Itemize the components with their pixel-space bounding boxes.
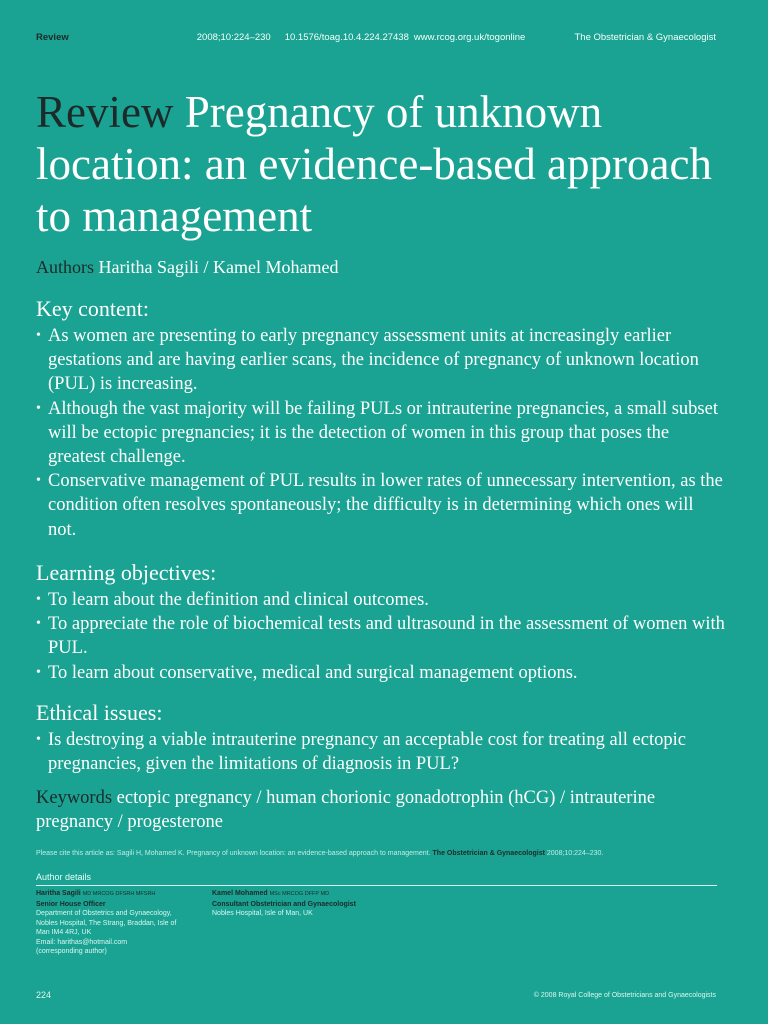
list-item: • To learn about conservative, medical and surgical management options. bbox=[36, 661, 726, 685]
title-label: Review bbox=[36, 87, 174, 137]
header-doi[interactable]: 10.1576/toag.10.4.224.27438 bbox=[284, 32, 409, 43]
header-journal: The Obstetrician & Gynaecologist bbox=[574, 32, 716, 43]
ethical-issues-section bbox=[36, 700, 726, 776]
author-affiliation-line: Nobles Hospital, Isle of Man, UK bbox=[212, 910, 313, 917]
copyright: © 2008 Royal College of Obstetricians and Gynaecologists bbox=[533, 992, 716, 999]
keywords-terms: ectopic pregnancy / human chorionic gonadotrophin (hCG) / intrauterine pregnancy / progesterone bbox=[36, 788, 656, 832]
citation-ref: 2008;10:224–230. bbox=[546, 850, 604, 857]
learning-objectives-heading: Learning objectives: bbox=[36, 560, 217, 585]
ethical-issues-list bbox=[36, 728, 726, 776]
header-section: Review bbox=[36, 32, 69, 43]
divider bbox=[36, 885, 717, 886]
header-url[interactable]: www.rcog.org.uk/togonline bbox=[413, 32, 526, 43]
citation-journal: The Obstetrician & Gynaecologist bbox=[432, 850, 545, 857]
author-name: Kamel Mohamed bbox=[212, 890, 268, 897]
author-role: Senior House Officer bbox=[36, 900, 106, 908]
key-content-heading: Key content: bbox=[36, 296, 150, 321]
list-item: • As women are presenting to early pregnancy assessment units at increasingly earlier gestations and are having earlier scans, the incidence of pregnancy of unknown location (PUL) is increasing. bbox=[36, 324, 726, 397]
page-header bbox=[36, 32, 716, 43]
ethical-issues-heading: Ethical issues: bbox=[36, 700, 163, 725]
page-number: 224 bbox=[36, 990, 52, 1000]
keywords-label: Keywords bbox=[36, 788, 113, 808]
author-details-1 bbox=[36, 889, 196, 957]
author-quals: MD MRCOG DFSRH MFSRH bbox=[82, 891, 156, 897]
title-text: Pregnancy of unknown location: an evidence-based approach to management bbox=[36, 87, 712, 241]
key-content-section bbox=[36, 296, 726, 542]
key-content-list bbox=[36, 324, 726, 542]
author-affiliation-line: Department of Obstetrics and Gynaecology, bbox=[36, 910, 172, 917]
author-affiliation-line: (corresponding author) bbox=[36, 948, 107, 955]
citation-note bbox=[36, 850, 603, 857]
authors-names: Haritha Sagili / Kamel Mohamed bbox=[98, 257, 339, 277]
author-details-2 bbox=[212, 889, 412, 919]
author-email[interactable]: Email: harithas@hotmail.com bbox=[36, 938, 128, 946]
list-item: • To appreciate the role of biochemical tests and ultrasound in the assessment of women with PUL. bbox=[36, 612, 726, 660]
learning-objectives-section bbox=[36, 560, 726, 685]
author-role: Consultant Obstetrician and Gynaecologist bbox=[212, 900, 356, 908]
authors-line bbox=[36, 257, 338, 278]
author-affiliation-line: Nobles Hospital, The Strang, Braddan, Isle of bbox=[36, 919, 177, 927]
authors-label: Authors bbox=[36, 257, 94, 277]
keywords bbox=[36, 786, 726, 834]
citation-prefix: Please cite this article as: Sagili H, Mohamed K. Pregnancy of unknown location: an evidence-based approach to management. bbox=[36, 850, 431, 857]
learning-objectives-list bbox=[36, 588, 726, 685]
author-name: Haritha Sagili bbox=[36, 890, 81, 897]
list-item: • To learn about the definition and clinical outcomes. bbox=[36, 588, 726, 612]
author-affiliation-line: Man IM4 4RJ, UK bbox=[36, 929, 92, 936]
author-details-label: Author details bbox=[36, 872, 92, 882]
author-quals: MSc MRCOG DFFP MD bbox=[269, 891, 330, 897]
article-title bbox=[36, 86, 736, 242]
list-item: • Conservative management of PUL results in lower rates of unnecessary intervention, as the condition often resolves spontaneously; the difficulty is in determining which ones will not. bbox=[36, 469, 726, 542]
list-item: • Is destroying a viable intrauterine pregnancy an acceptable cost for treating all ectopic pregnancies, given the limitations of diagnosis in PUL? bbox=[36, 728, 726, 776]
list-item: • Although the vast majority will be failing PULs or intrauterine pregnancies, a small subset will be ectopic pregnancies; it is the detection of women in this group that poses the greatest challenge. bbox=[36, 397, 726, 470]
header-volume: 2008;10:224–230 bbox=[196, 32, 271, 43]
